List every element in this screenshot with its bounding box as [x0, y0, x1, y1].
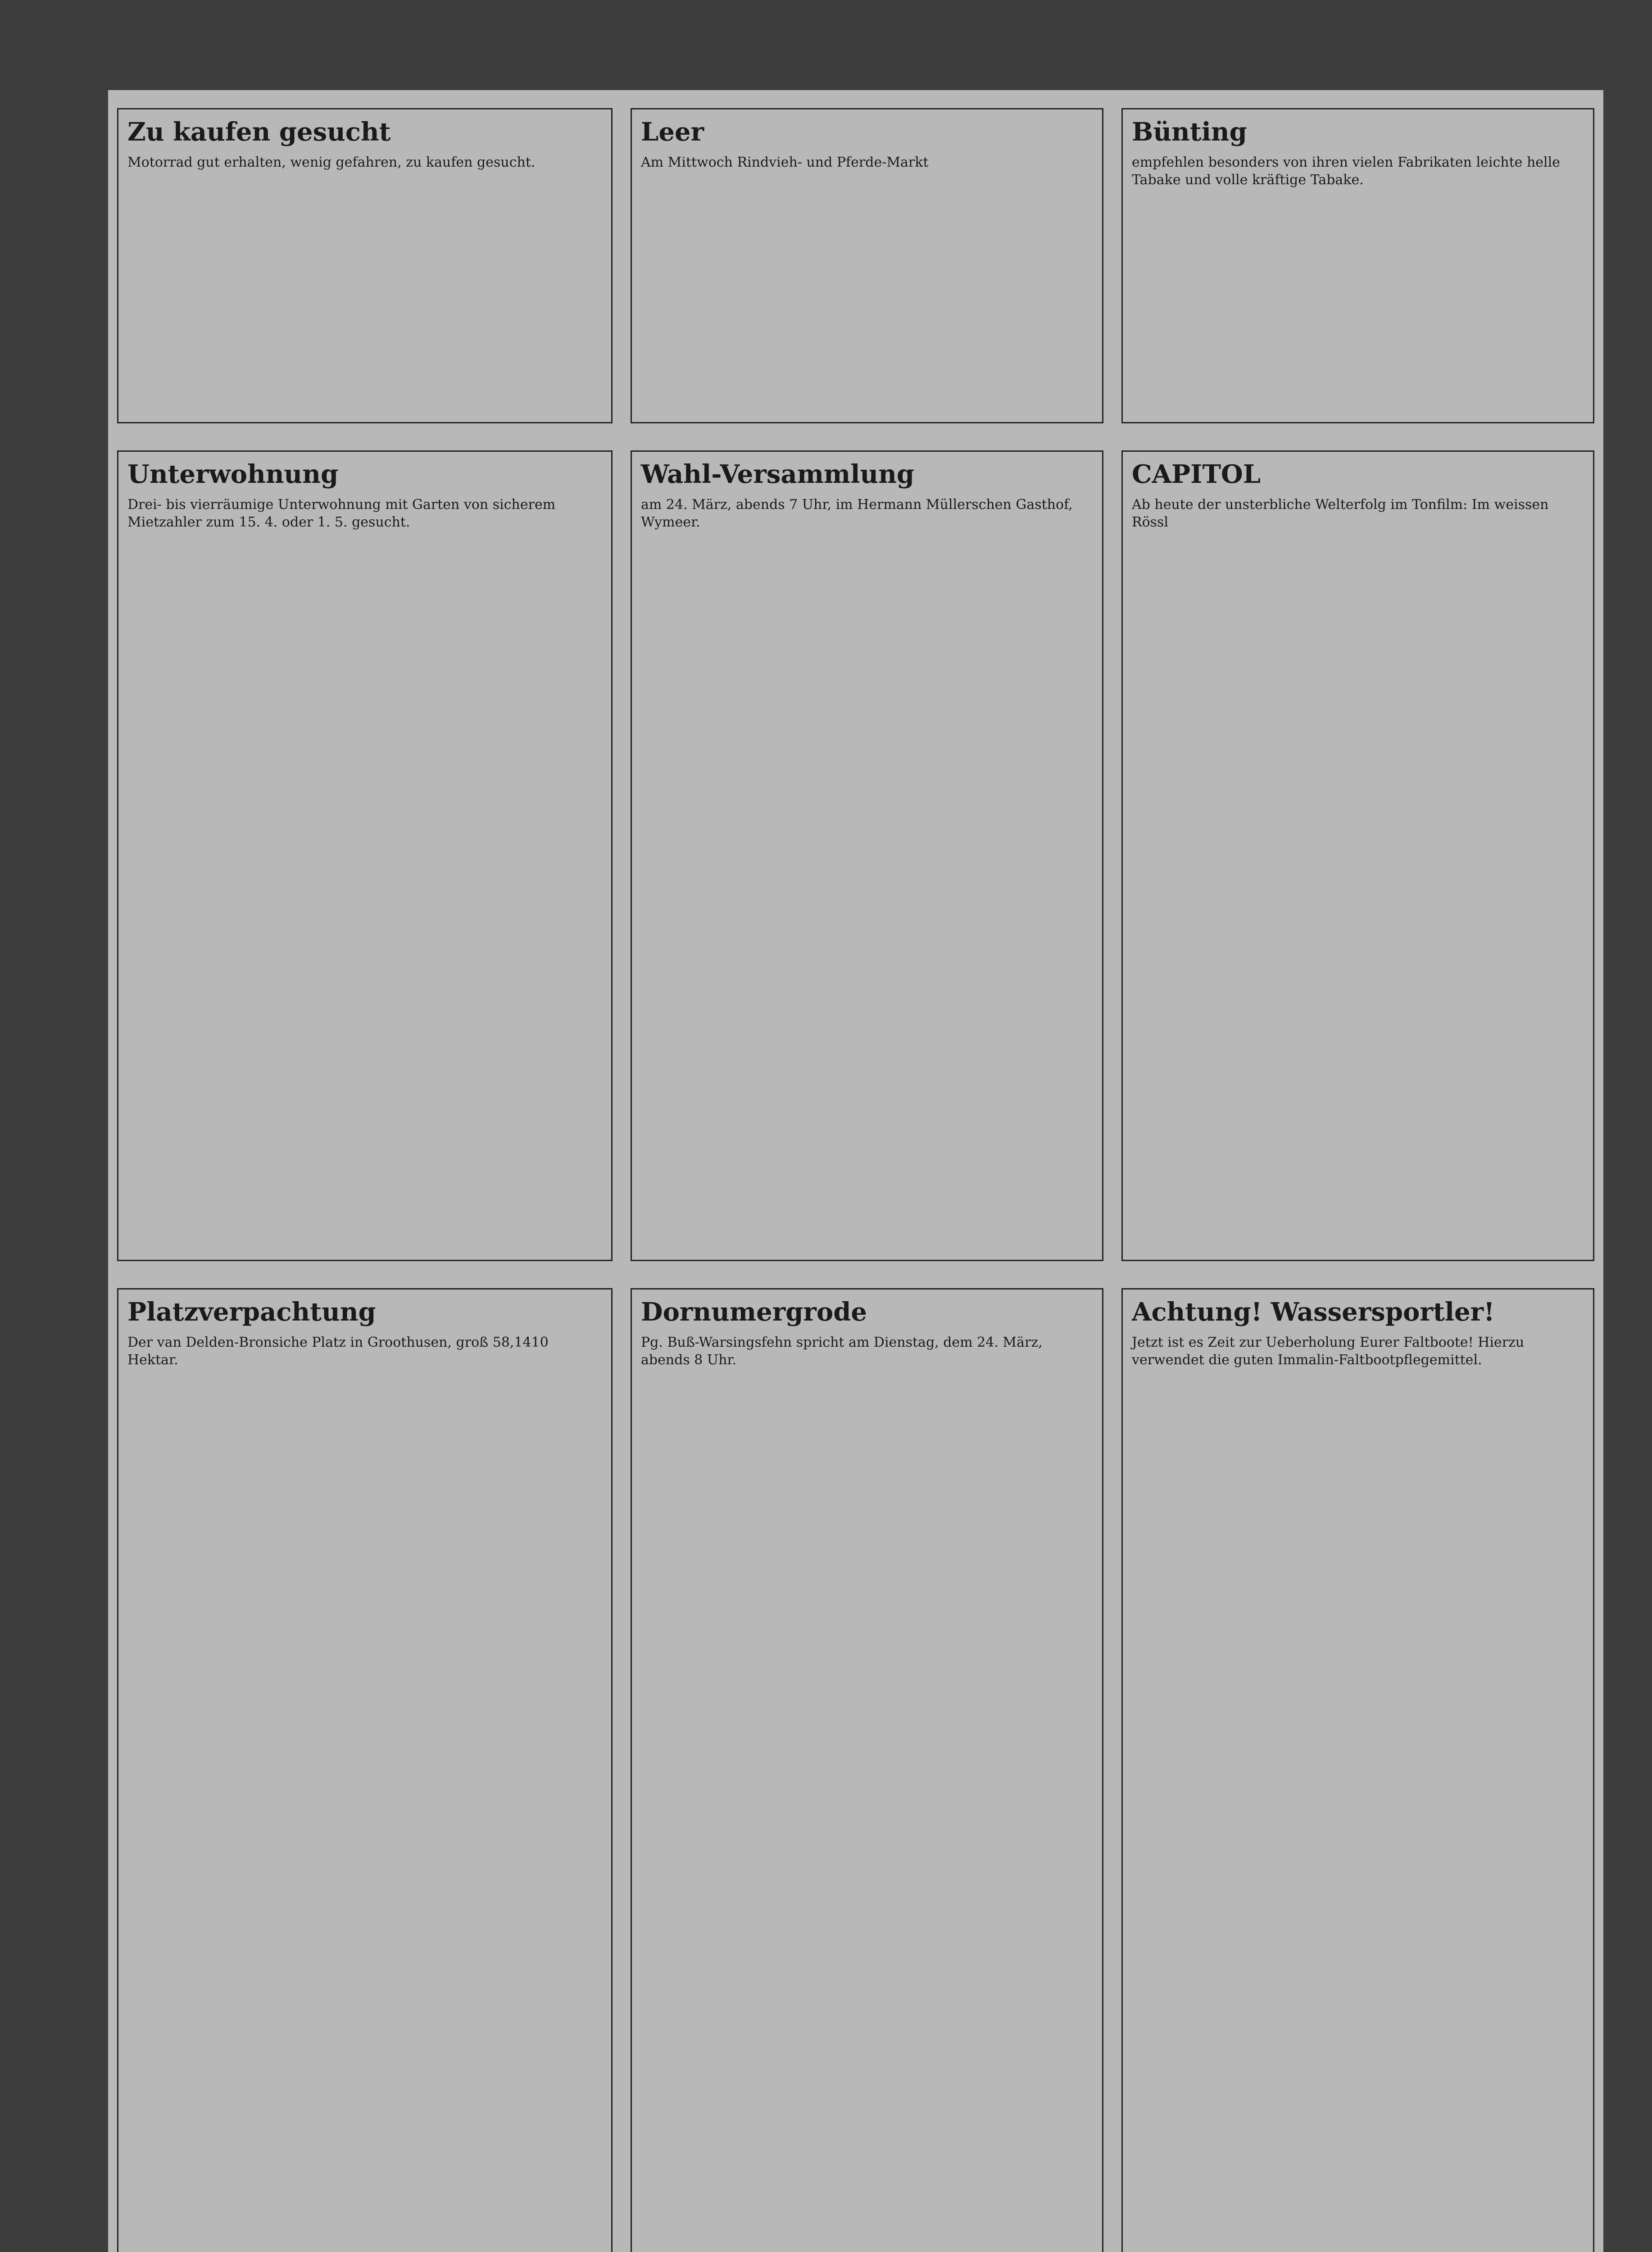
- ad-capitol-title: CAPITOL: [1132, 459, 1261, 489]
- ad-zu-kaufen-summary: Motorrad gut erhalten, wenig gefahren, zu kaufen gesucht.: [127, 154, 536, 170]
- ad-capitol: [1121, 450, 1594, 1261]
- ad-buenting-summary: empfehlen besonders von ihren vielen Fabrikaten leichte helle Tabake und volle kräftige Tabake.: [1132, 154, 1560, 188]
- ad-dornumergrode: [631, 1288, 1103, 2252]
- ad-wassersportler-title: Achtung! Wassersportler!: [1132, 1297, 1495, 1327]
- ad-buenting: [1121, 108, 1594, 423]
- ad-leer-market-summary: Am Mittwoch Rindvieh- und Pferde-Markt: [641, 154, 929, 170]
- ad-platzverpachtung-summary: Der van Delden-Bronsiche Platz in Groothusen, groß 58,1410 Hektar.: [127, 1334, 549, 1368]
- ad-platzverpachtung-title: Platzverpachtung: [127, 1297, 376, 1327]
- ad-wassersportler-summary: Jetzt ist es Zeit zur Ueberholung Eurer Faltboote! Hierzu verwendet die guten Immalin-Faltbootpflegemittel.: [1132, 1334, 1525, 1368]
- ad-zu-kaufen-title: Zu kaufen gesucht: [127, 117, 391, 147]
- ad-wassersportler: [1121, 1288, 1594, 2252]
- ad-dornumergrode-title: Dornumergrode: [641, 1297, 867, 1327]
- ad-unterwohnung: [117, 450, 613, 1261]
- ad-buenting-title: Bünting: [1132, 117, 1247, 147]
- ad-leer-market-title: Leer: [641, 117, 704, 147]
- ad-capitol-summary: Ab heute der unsterbliche Welterfolg im Tonfilm: Im weissen Rössl: [1132, 496, 1549, 530]
- ad-unterwohnung-summary: Drei- bis vierräumige Unterwohnung mit Garten von sicherem Mietzahler zum 15. 4. oder 1. 5. gesucht.: [127, 496, 556, 530]
- ad-wahlversammlung-summary: am 24. März, abends 7 Uhr, im Hermann Müllerschen Gasthof, Wymeer.: [641, 496, 1073, 530]
- ad-wahlversammlung-title: Wahl-Versammlung: [641, 459, 915, 489]
- ad-wahlversammlung: [631, 450, 1103, 1261]
- ad-unterwohnung-title: Unterwohnung: [127, 459, 339, 489]
- ad-leer-market: [631, 108, 1103, 423]
- ad-platzverpachtung: [117, 1288, 613, 2252]
- ad-dornumergrode-summary: Pg. Buß-Warsingsfehn spricht am Dienstag, dem 24. März, abends 8 Uhr.: [641, 1334, 1043, 1368]
- newspaper-page: [108, 90, 1603, 2252]
- ad-zu-kaufen: [117, 108, 613, 423]
